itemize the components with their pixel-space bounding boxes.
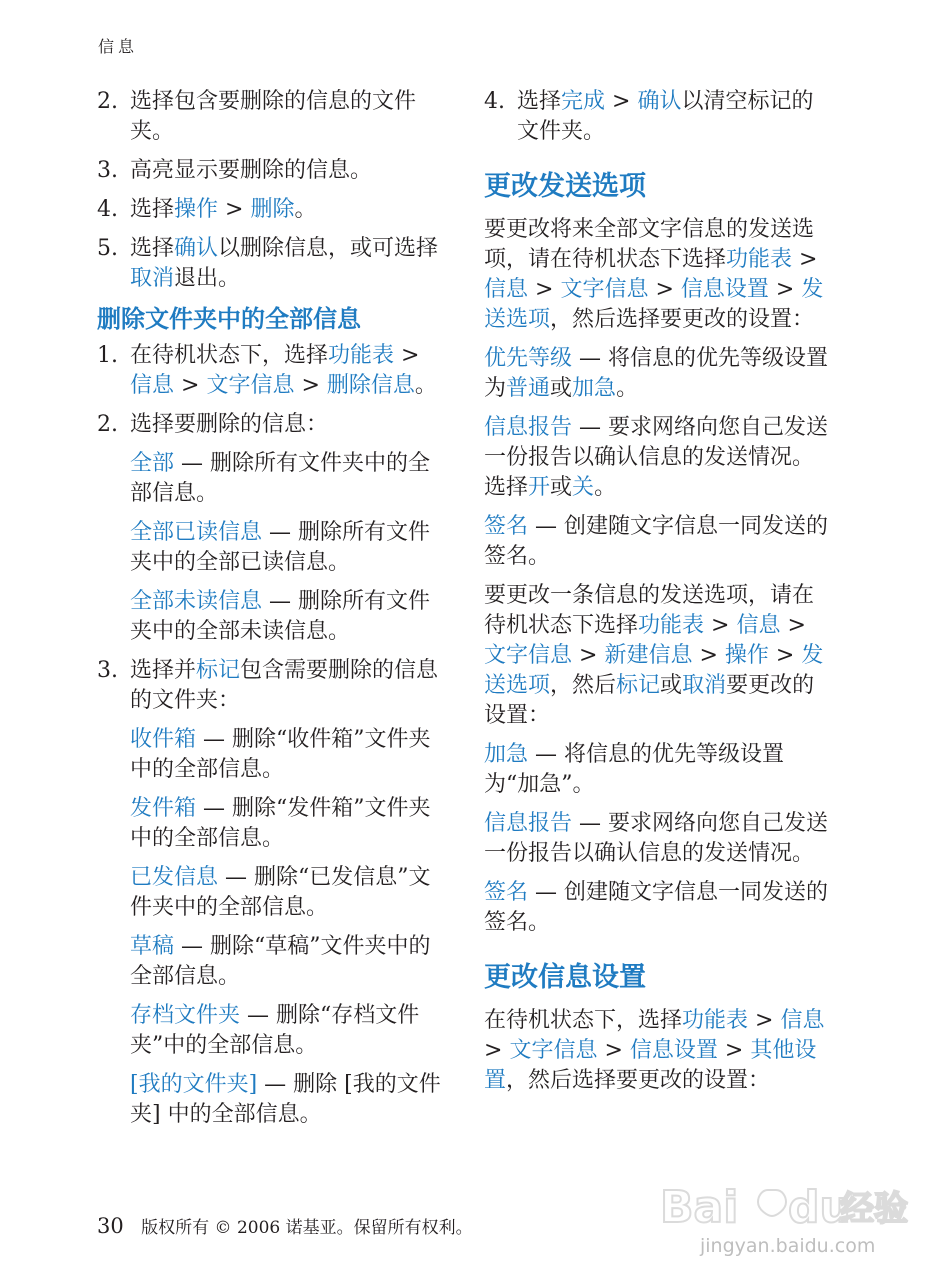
text-run: 选择 [130,197,175,222]
list-item [97,156,442,186]
text-run: > [648,277,681,302]
text-run: — 要求网络向您自己发送一份报告以确认信息的发送情况。选择 [484,415,829,500]
page-number: 30 [97,1214,124,1238]
watermark-brand-a: Bai [660,1182,739,1233]
menu-term: 信息设置 [629,1038,718,1063]
menu-term: 加急 [572,376,617,401]
text-run: 或 [550,376,573,401]
text-run: 在待机状态下，选择 [130,343,329,368]
folder-option [97,1070,442,1130]
list-number: 5. [97,236,118,261]
text-run: 在待机状态下，选择 [484,1008,683,1033]
copyright-notice: 版权所有 © 2006 诺基亚。保留所有权利。 [141,1218,473,1238]
text-run: > [748,1008,781,1033]
text-run: — 删除所有文件夹中的全部已读信息。 [130,520,431,575]
send-option [484,344,834,404]
text-run: — 将信息的优先等级设置为“加急”。 [484,742,785,797]
text-run: ，然后 [550,673,617,698]
menu-term: 完成 [561,89,606,114]
text-run: > [792,247,818,272]
list-item [484,87,834,147]
text-run: > [484,1038,510,1063]
delete-option [97,587,442,647]
send-options-intro [484,215,834,335]
list-number: 4. [484,89,505,114]
menu-term: 草稿 [130,934,175,959]
list-number: 2. [97,412,118,437]
menu-term: 功能表 [726,247,793,272]
text-run: 或 [550,475,573,500]
text-run: > [768,643,802,668]
menu-term: 信息报告 [484,415,573,440]
list-item [97,87,442,147]
message-settings-intro [484,1006,834,1096]
section-heading-message-settings: 更改信息设置 [484,962,646,993]
text-run: — 将信息的优先等级设置为 [484,346,829,401]
page-footer [97,1213,473,1238]
text-run: — 删除“草稿”文件夹中的全部信息。 [130,934,431,989]
send-option [484,740,834,800]
menu-term: 信息 [130,373,175,398]
menu-term: 全部已读信息 [130,520,263,545]
menu-term: 已发信息 [130,865,219,890]
menu-term: 文字信息 [509,1038,598,1063]
menu-term: 删除信息 [326,373,415,398]
text-run: 要更改一条信息的发送选项，请在待机状态下选择 [484,583,815,638]
text-run: 选择并 [130,658,197,683]
text-run: 选择要删除的信息： [130,412,329,437]
text-run: — 删除“存档文件夹”中的全部信息。 [130,1003,420,1058]
text-run: 。 [594,475,617,500]
text-run: — 创建随文字信息一同发送的签名。 [484,880,829,935]
text-run: 。 [414,373,437,398]
text-run: — 创建随文字信息一同发送的签名。 [484,514,829,569]
watermark-brand-cn: 经验 [840,1189,908,1229]
menu-term: 取消 [682,673,727,698]
text-run: > [174,373,207,398]
text-run: 要更改的设置： [484,673,815,728]
send-options-intro-single [484,581,834,731]
text-run: ，然后选择要更改的设置： [506,1068,771,1093]
menu-term: 信息报告 [484,811,573,836]
menu-term: [我的文件夹] [130,1072,258,1097]
menu-term: 确认 [637,89,682,114]
baidu-jingyan-watermark [660,1170,910,1270]
menu-term: 信息 [736,613,781,638]
folder-option [97,725,442,785]
text-run: > [394,343,420,368]
menu-term: 功能表 [682,1008,749,1033]
menu-term: 信息 [484,277,529,302]
menu-term: 文字信息 [206,373,295,398]
menu-term: 普通 [506,376,551,401]
menu-term: 全部 [130,451,175,476]
send-option [484,512,834,572]
text-run: > [597,1038,630,1063]
text-run: > [768,277,802,302]
send-option [484,413,834,503]
menu-term: 信息设置 [680,277,769,302]
folder-option [97,794,442,854]
menu-term: 发件箱 [130,796,197,821]
menu-term: 操作 [174,197,219,222]
list-item [97,656,442,716]
right-column [484,87,834,1105]
section-heading-delete-all: 删除文件夹中的全部信息 [97,305,361,333]
menu-term: 功能表 [638,613,705,638]
menu-term: 取消 [130,266,175,291]
menu-term: 全部未读信息 [130,589,263,614]
menu-term: 加急 [484,742,529,767]
send-option [484,878,834,938]
delete-option [97,449,442,509]
list-number: 2. [97,89,118,114]
list-item [97,410,442,440]
menu-term: 标记 [616,673,661,698]
folder-option [97,863,442,923]
menu-term: 收件箱 [130,727,197,752]
text-run: > [218,197,251,222]
menu-term: 发送选项 [484,643,824,698]
text-run: > [717,1038,751,1063]
list-item [97,234,442,294]
text-run: 以清空标记的文件夹。 [517,89,814,144]
text-run: 以删除信息，或可选择 [218,236,439,261]
paw-icon [758,1190,786,1216]
text-run: 选择包含要删除的信息的文件夹。 [130,89,417,144]
text-run: 选择 [517,89,562,114]
folder-option [97,1001,442,1061]
menu-term: 标记 [196,658,241,683]
menu-term: 签名 [484,514,529,539]
text-run: 选择 [130,236,175,261]
list-number: 1. [97,343,118,368]
menu-term: 信息 [780,1008,825,1033]
list-item [97,195,442,225]
text-run: 或 [660,673,683,698]
folder-option [97,932,442,992]
text-run: 包含需要删除的信息的文件夹： [130,658,439,713]
menu-term: 存档文件夹 [130,1003,241,1028]
text-run: — 删除“已发信息”文件夹中的全部信息。 [130,865,431,920]
menu-term: 删除 [250,197,295,222]
text-run: > [704,613,737,638]
menu-term: 发送选项 [484,277,824,332]
list-item [97,341,442,401]
list-number: 4. [97,197,118,222]
text-run: > [692,643,725,668]
text-run: — 删除 [我的文件夹] 中的全部信息。 [130,1072,441,1127]
text-run: 高亮显示要删除的信息。 [130,158,373,183]
menu-term: 其他设置 [484,1038,817,1093]
text-run: — 删除所有文件夹中的全部信息。 [130,451,431,506]
text-run: 要更改将来全部文字信息的发送选项，请在待机状态下选择 [484,217,815,272]
menu-term: 确认 [174,236,219,261]
running-header: 信息 [98,37,139,56]
watermark-brand-b: du [788,1182,851,1233]
menu-term: 功能表 [328,343,395,368]
text-run: 退出。 [174,266,241,291]
menu-term: 开 [528,475,551,500]
delete-option [97,518,442,578]
watermark-url: jingyan.baidu.com [700,1235,876,1257]
list-number: 3. [97,658,118,683]
text-run: — 删除“收件箱”文件夹中的全部信息。 [130,727,431,782]
text-run: > [528,277,561,302]
menu-term: 关 [572,475,595,500]
menu-term: 操作 [724,643,769,668]
menu-term: 文字信息 [484,643,573,668]
send-option [484,809,834,869]
text-run: 。 [616,376,639,401]
menu-term: 文字信息 [560,277,649,302]
text-run: > [605,89,638,114]
text-run: > [294,373,327,398]
left-column [97,87,442,1139]
text-run: — 删除所有文件夹中的全部未读信息。 [130,589,431,644]
text-run: > [780,613,806,638]
menu-term: 签名 [484,880,529,905]
text-run: 。 [294,197,317,222]
text-run: ，然后选择要更改的设置： [550,307,815,332]
text-run: > [572,643,605,668]
list-number: 3. [97,158,118,183]
text-run: — 删除“发件箱”文件夹中的全部信息。 [130,796,431,851]
text-run: — 要求网络向您自己发送一份报告以确认信息的发送情况。 [484,811,829,866]
menu-term: 新建信息 [604,643,693,668]
menu-term: 优先等级 [484,346,573,371]
section-heading-send-options: 更改发送选项 [484,171,646,202]
